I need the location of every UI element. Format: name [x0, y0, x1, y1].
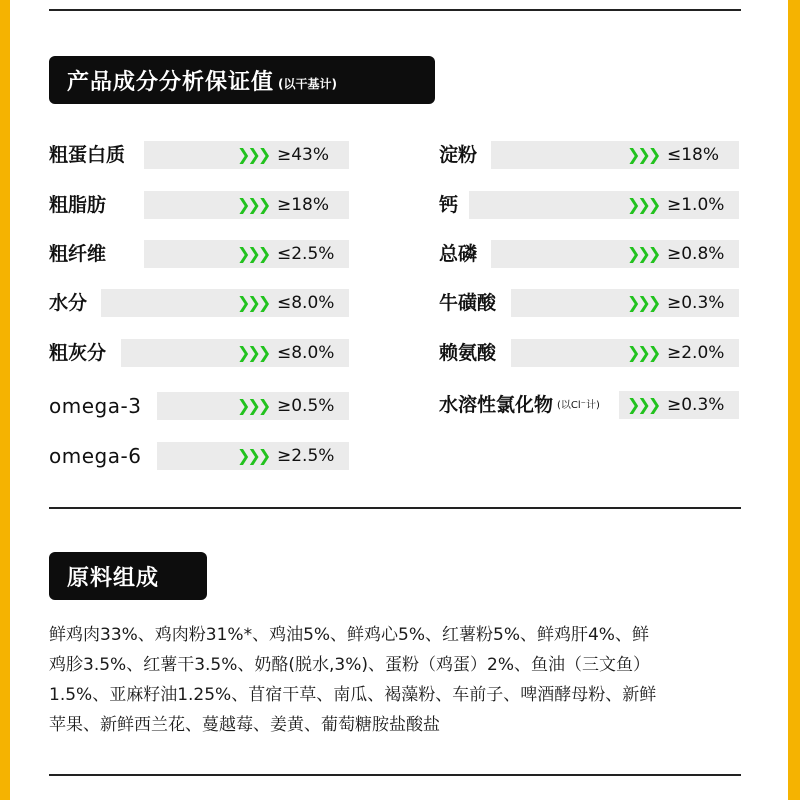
nutrient-value: ≥2.0% [667, 343, 725, 363]
nutrient-row-phosphorus [439, 240, 739, 268]
nutrient-value: ≥0.8% [667, 244, 725, 264]
nutrient-label-text: 水溶性氯化物 [439, 394, 554, 416]
nutrient-label: 牛磺酸 [439, 292, 497, 314]
nutrient-row-chloride [439, 391, 739, 419]
ingredients-list [49, 620, 749, 740]
nutrient-value: ≤8.0% [277, 343, 335, 363]
nutrient-row-protein [49, 141, 349, 169]
nutrient-label: omega-6 [49, 444, 142, 468]
nutrient-row-starch [439, 141, 739, 169]
green-arrows-icon: ❯❯❯ [627, 145, 659, 164]
green-arrows-icon: ❯❯❯ [627, 293, 659, 312]
nutrient-row-fiber [49, 240, 349, 268]
green-arrows-icon: ❯❯❯ [627, 244, 659, 263]
green-arrows-icon: ❯❯❯ [627, 395, 659, 414]
green-arrows-icon: ❯❯❯ [237, 244, 269, 263]
ingredients-line: 鸡胗3.5%、红薯干3.5%、奶酪(脱水,3%)、蛋粉（鸡蛋）2%、鱼油（三文鱼） [49, 655, 650, 675]
nutrient-label [439, 391, 600, 419]
bottom-divider [49, 774, 741, 776]
nutrient-label: 赖氨酸 [439, 342, 497, 364]
analysis-subtitle-text: (以干基计) [278, 76, 337, 91]
ingredients-title-text: 原料组成 [67, 565, 160, 591]
nutrient-label-note: (以Cl⁻计) [557, 399, 600, 411]
right-border-stripe [788, 0, 800, 800]
nutrient-row-ash [49, 339, 349, 367]
nutrient-value: ≥0.5% [277, 396, 335, 416]
ingredients-line: 1.5%、亚麻籽油1.25%、苜宿干草、南瓜、褐藻粉、车前子、啤酒酵母粉、新鲜 [49, 685, 657, 705]
nutrient-row-omega3 [49, 392, 349, 420]
nutrient-label: 粗脂肪 [49, 194, 107, 216]
green-arrows-icon: ❯❯❯ [237, 396, 269, 415]
nutrient-label: 总磷 [439, 243, 478, 265]
nutrient-label: 钙 [439, 194, 459, 216]
nutrient-label: 水分 [49, 292, 88, 314]
nutrient-row-omega6 [49, 442, 349, 470]
nutrient-value: ≤8.0% [277, 293, 335, 313]
nutrient-value: ≥0.3% [667, 293, 725, 313]
nutrient-value: ≤18% [667, 145, 720, 165]
nutrient-row-calcium [439, 191, 739, 219]
nutrient-label: 粗灰分 [49, 342, 107, 364]
nutrient-row-lysine [439, 339, 739, 367]
nutrient-value: ≤2.5% [277, 244, 335, 264]
nutrient-value: ≥18% [277, 195, 330, 215]
analysis-section-title [49, 56, 435, 104]
analysis-title-text: 产品成分分析保证值 [67, 69, 275, 95]
nutrient-row-fat [49, 191, 349, 219]
nutrient-row-taurine [439, 289, 739, 317]
green-arrows-icon: ❯❯❯ [237, 195, 269, 214]
nutrient-row-moisture [49, 289, 349, 317]
green-arrows-icon: ❯❯❯ [627, 343, 659, 362]
nutrient-label: omega-3 [49, 394, 142, 418]
nutrient-value: ≥1.0% [667, 195, 725, 215]
nutrient-label: 粗纤维 [49, 243, 107, 265]
top-divider [49, 9, 741, 11]
ingredients-section-title [49, 552, 207, 600]
green-arrows-icon: ❯❯❯ [237, 343, 269, 362]
green-arrows-icon: ❯❯❯ [237, 293, 269, 312]
left-border-stripe [0, 0, 10, 800]
green-arrows-icon: ❯❯❯ [237, 145, 269, 164]
nutrient-label: 淀粉 [439, 144, 478, 166]
green-arrows-icon: ❯❯❯ [627, 195, 659, 214]
nutrient-value: ≥2.5% [277, 446, 335, 466]
nutrient-label: 粗蛋白质 [49, 144, 126, 166]
middle-divider [49, 507, 741, 509]
ingredients-line: 鲜鸡肉33%、鸡肉粉31%*、鸡油5%、鲜鸡心5%、红薯粉5%、鲜鸡肝4%、鲜 [49, 625, 649, 645]
nutrient-value: ≥43% [277, 145, 330, 165]
nutrient-value: ≥0.3% [667, 395, 725, 415]
green-arrows-icon: ❯❯❯ [237, 446, 269, 465]
ingredients-line: 苹果、新鲜西兰花、蔓越莓、姜黄、葡萄糖胺盐酸盐 [49, 715, 440, 735]
